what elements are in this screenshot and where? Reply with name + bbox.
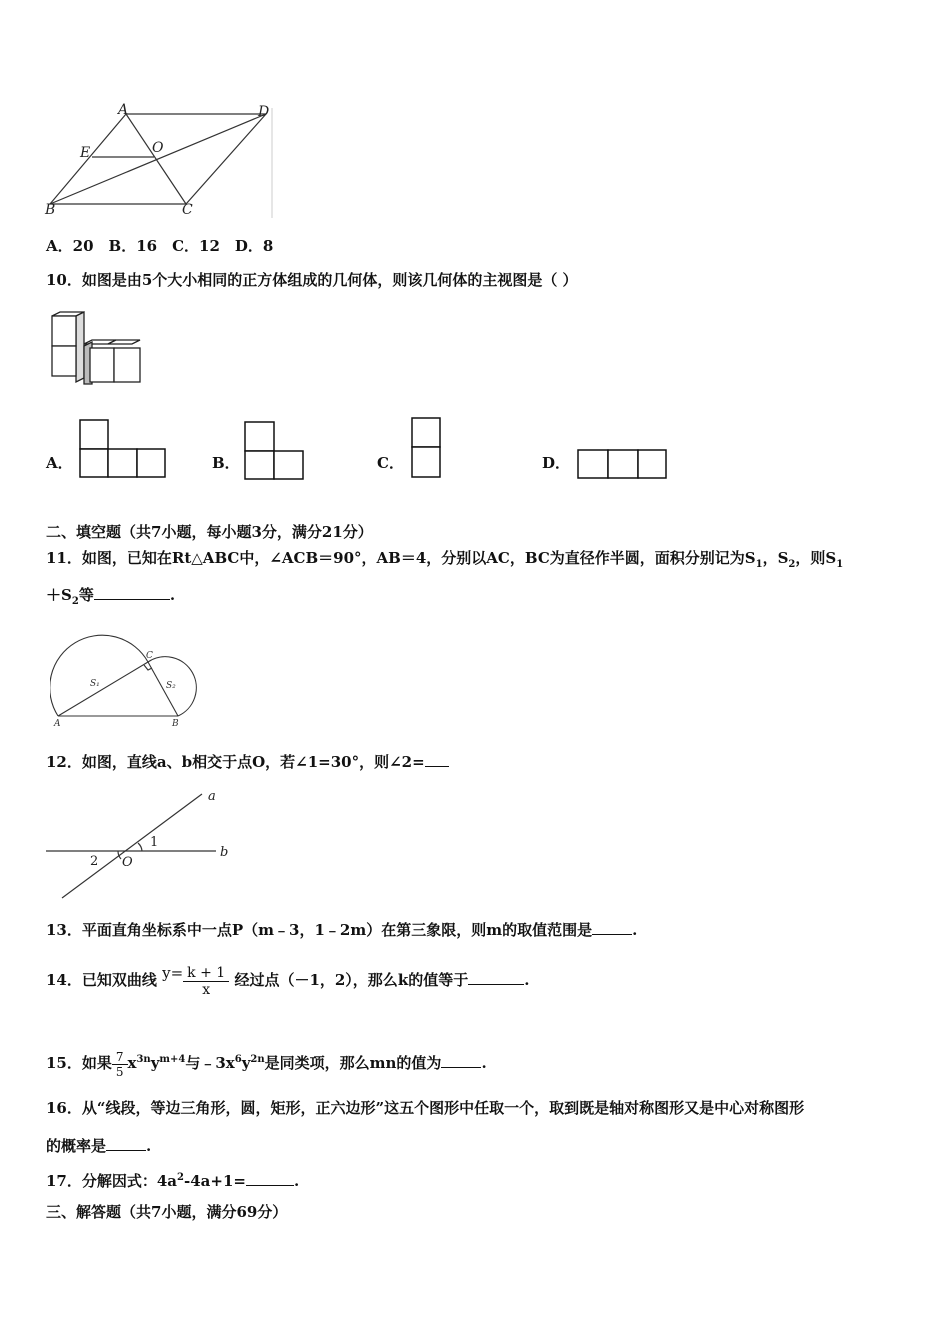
q14-stem: 14．已知双曲线 y= $\frac{k + 1}{x}$ 经过点（－1，2），那么k的值等于 . <box>46 964 530 998</box>
q17-stem: 17．分解因式：$4a^2-4a+1=$ . <box>46 1172 300 1190</box>
fraction-k-plus-1-over-x: $\frac{k + 1}{x}$ <box>183 965 229 998</box>
q10-option-b-view <box>243 420 307 482</box>
answer-blank[interactable] <box>94 585 170 600</box>
section-3-title: 三、解答题（共7小题，满分69分） <box>46 1203 288 1221</box>
label-S2: S₂ <box>166 681 176 691</box>
answer-blank[interactable] <box>425 752 449 767</box>
label-B: B <box>45 202 56 218</box>
fraction-7-over-5: $\frac{7}{5}$ <box>112 1050 128 1079</box>
q12-stem: 12．如图，直线a、b相交于点O，若∠1=30°，则∠2= <box>46 752 449 772</box>
q10-option-d-label: D． <box>542 454 571 472</box>
answer-blank[interactable] <box>468 970 524 985</box>
answer-blank[interactable] <box>441 1053 481 1068</box>
label-E: E <box>80 145 91 161</box>
q16-line1: 16．从“线段，等边三角形，圆，矩形，正六边形”这五个图形中任取一个，取到既是轴对称图形又是中心对称图形 <box>46 1099 805 1117</box>
label-D: D <box>258 104 270 120</box>
label-C: C <box>146 651 153 661</box>
q15-stem: 15．如果 $\frac{7}{5}$ $x^{3n}y^{m+4}$与$﹣3x^6y^{2n}$是同类项，那么mn的值为 . <box>46 1049 487 1079</box>
q13-stem: 13．平面直角坐标系中一点P（m﹣3，1﹣2m）在第三象限，则m的取值范围是 . <box>46 921 638 939</box>
label-S1: S₁ <box>90 679 100 689</box>
q10-option-c-view <box>410 416 444 480</box>
label-1: 1 <box>150 835 159 850</box>
q11-line1: 11．如图，已知在Rt△ABC中，∠ACB＝90°，AB＝4，分别以AC，BC为直径作半圆，面积分别记为$S_1$，$S_2$，则$S_1$ <box>46 549 844 570</box>
cubes-figure <box>46 308 146 388</box>
answer-blank[interactable] <box>592 920 632 935</box>
q10-option-b-label: B． <box>212 454 240 472</box>
label-a: a <box>208 789 216 804</box>
q11-line2: $+S_2$等 . <box>46 586 176 607</box>
parallelogram-figure <box>40 100 280 222</box>
intersecting-lines-figure <box>44 786 240 904</box>
label-A: A <box>118 102 129 118</box>
label-2: 2 <box>90 854 99 869</box>
q10-stem: 10．如图是由5个大小相同的正方体组成的几何体，则该几何体的主视图是（ ） <box>46 271 578 289</box>
section-2-title: 二、填空题（共7小题，每小题3分，满分21分） <box>46 523 373 541</box>
answer-blank[interactable] <box>106 1136 146 1151</box>
semicircles-figure <box>50 628 230 728</box>
answer-blank[interactable] <box>246 1171 294 1186</box>
label-O: O <box>152 140 164 156</box>
label-b: b <box>220 845 229 860</box>
q16-line2: 的概率是 . <box>46 1137 152 1155</box>
label-C: C <box>182 202 193 218</box>
q10-option-a-label: A． <box>46 454 73 472</box>
q10-option-c-label: C． <box>377 454 404 472</box>
q9-options: A．20 B．16 C．12 D．8 <box>46 237 274 255</box>
q10-option-a-view <box>78 418 170 480</box>
label-O: O <box>122 855 133 870</box>
label-A: A <box>54 719 61 728</box>
q10-option-d-view <box>576 448 670 482</box>
label-B: B <box>172 719 179 728</box>
